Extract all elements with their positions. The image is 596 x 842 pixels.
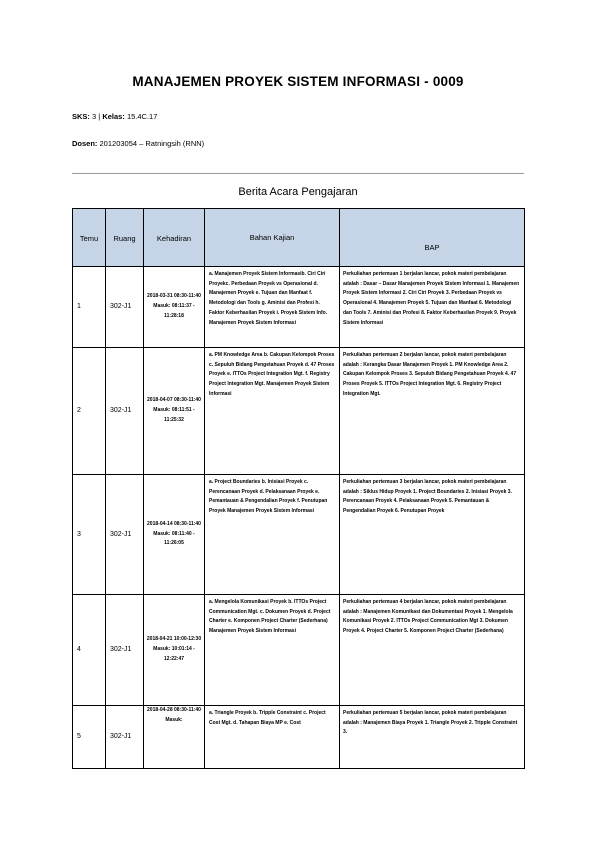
header-temu: Temu (73, 209, 106, 267)
lecturer-info (72, 139, 204, 148)
header-bap: BAP (340, 209, 525, 267)
header-kehadiran: Kehadiran (144, 209, 205, 267)
section-title: Berita Acara Pengajaran (238, 186, 358, 198)
cell-temu: 5 (73, 706, 106, 769)
table-row (73, 595, 525, 706)
cell-temu: 3 (73, 475, 106, 595)
cell-bap: Perkuliahan pertemuan 1 berjalan lancar, pokok materi pembelajaran adalah : Dasar – Dasar Manajemen Proyek Sistem Informasi 1. Manajemen Proyek Sistem Informasi 2. Ciri Ciri Proyek 3. Perbedaan Proyek vs Operasional 4. Manajemen Proyek 5. Tujuan dan Manfaat 6. Metodologi dan Tools 7. Aminisi dan Profesi 8. Faktor Keberhasilan Proyek 9. Proyek Sistem Informasi (340, 267, 525, 348)
cell-bahan-kajian: a. Manajemen Proyek Sistem Informasib. Ciri Ciri Proyekc. Perbedaan Proyek vs Operasional d. Manajemen Proyek e. Tujuan dan Manfaat f. Metodologi dan Tools g. Aminisi dan Profesi h. Faktor Keberhasilan Proyek i. Proyek Sistem Info. Manajemen Proyek Sistem Informasi (205, 267, 340, 348)
cell-temu: 4 (73, 595, 106, 706)
cell-ruang: 302-J1 (106, 348, 144, 475)
cell-kehadiran: 2018-04-21 10:00-12:30 Masuk: 10:01:14 - 12:22:47 (144, 595, 205, 706)
cell-bap: Perkuliahan pertemuan 4 berjalan lancar, pokok materi pembelajaran adalah : Manajemen Komunikasi dan Dokumentasi Proyek 1. Mengelola Komunikasi Proyek 2. ITTOs Project Communication Mgt 3. Dokumen Proyek 4. Project Charter 5. Komponen Project Charter (Sederhana) (340, 595, 525, 706)
divider (72, 173, 524, 174)
sks-value: 3 (92, 112, 97, 121)
meta-separator: | (98, 112, 101, 121)
cell-bahan-kajian: a. Mengelola Komunikasi Proyek b. ITTOs Project Communication Mgt. c. Dokumen Proyek d. Project Charter e. Komponen Project Charter (Sederhana) Manajemen Proyek Sistem Informasi (205, 595, 340, 706)
course-info (72, 112, 157, 121)
table-row (73, 348, 525, 475)
cell-bap: Perkuliahan pertemuan 5 berjalan lancar, pokok materi pembelajaran adalah : Manajemen Biaya Proyek 1. Triangle Proyek 2. Tripple Constraint 3. (340, 706, 525, 769)
cell-kehadiran: 2018-04-28 08:30-11:40 Masuk: (144, 706, 205, 769)
cell-bap: Perkuliahan pertemuan 2 berjalan lancar, pokok materi pembelajaran adalah : Kerangka Dasar Manajemen Proyek 1. PM Knowledge Area 2. Cakupan Kelompok Proses 3. Sepuluh Bidang Pengetahuan Proyek 4. 47 Proses Proyek 5. ITTOs Project Integration Mgt. 6. Registry Project Integration Mgt. (340, 348, 525, 475)
sks-label: SKS: (72, 112, 90, 121)
dosen-value: 201203054 – Ratningsih (RNN) (99, 139, 205, 148)
cell-bap: Perkuliahan pertemuan 3 berjalan lancar, pokok materi pembelajaran adalah : Siklus Hidup Proyek 1. Project Boundaries 2. Inisiasi Proyek 3. Perencanaan Proyek 4. Pelaksanaan Proyek 5. Pemantauan & Pengendalian Proyek 6. Penutupan Proyek (340, 475, 525, 595)
cell-kehadiran: 2018-03-31 08:30-11:40 Masuk: 08:11:37 - 11:28:18 (144, 267, 205, 348)
kelas-label: Kelas: (102, 112, 125, 121)
header-ruang: Ruang (106, 209, 144, 267)
cell-ruang: 302-J1 (106, 267, 144, 348)
kelas-value: 15.4C.17 (126, 112, 158, 121)
cell-ruang: 302-J1 (106, 475, 144, 595)
cell-bahan-kajian: a. PM Knowledge Area b. Cakupan Kelompok Proses c. Sepuluh Bidang Pengetahuan Proyek d. 47 Proses Proyek e. ITTOs Project Integration Mgt. f. Registry Project Integration Mgt. Manajemen Proyek Sistem Informasi (205, 348, 340, 475)
cell-kehadiran: 2018-04-14 08:30-11:40 Masuk: 08:11:40 - 11:26:05 (144, 475, 205, 595)
cell-kehadiran: 2018-04-07 08:30-11:40 Masuk: 08:11:51 - 11:25:32 (144, 348, 205, 475)
table-header-row (73, 209, 525, 267)
header-bahan-kajian: Bahan Kajian (205, 209, 340, 267)
dosen-label: Dosen: (72, 139, 98, 148)
cell-ruang: 302-J1 (106, 706, 144, 769)
cell-temu: 1 (73, 267, 106, 348)
page-title: MANAJEMEN PROYEK SISTEM INFORMASI - 0009 (132, 74, 464, 89)
cell-bahan-kajian: a. Triangle Proyek b. Tripple Constraint c. Project Cost Mgt. d. Tahapan Biaya MP e. Cost (205, 706, 340, 769)
table-row (73, 267, 525, 348)
cell-temu: 2 (73, 348, 106, 475)
table-row (73, 706, 525, 769)
bap-table (72, 208, 525, 769)
cell-bahan-kajian: a. Project Boundaries b. Inisiasi Proyek c. Perencanaan Proyek d. Pelaksanaan Proyek e. Pemantauan & Pengendalian Proyek f. Penutupan Proyek Manajemen Proyek Sistem Informasi (205, 475, 340, 595)
cell-ruang: 302-J1 (106, 595, 144, 706)
table-row (73, 475, 525, 595)
